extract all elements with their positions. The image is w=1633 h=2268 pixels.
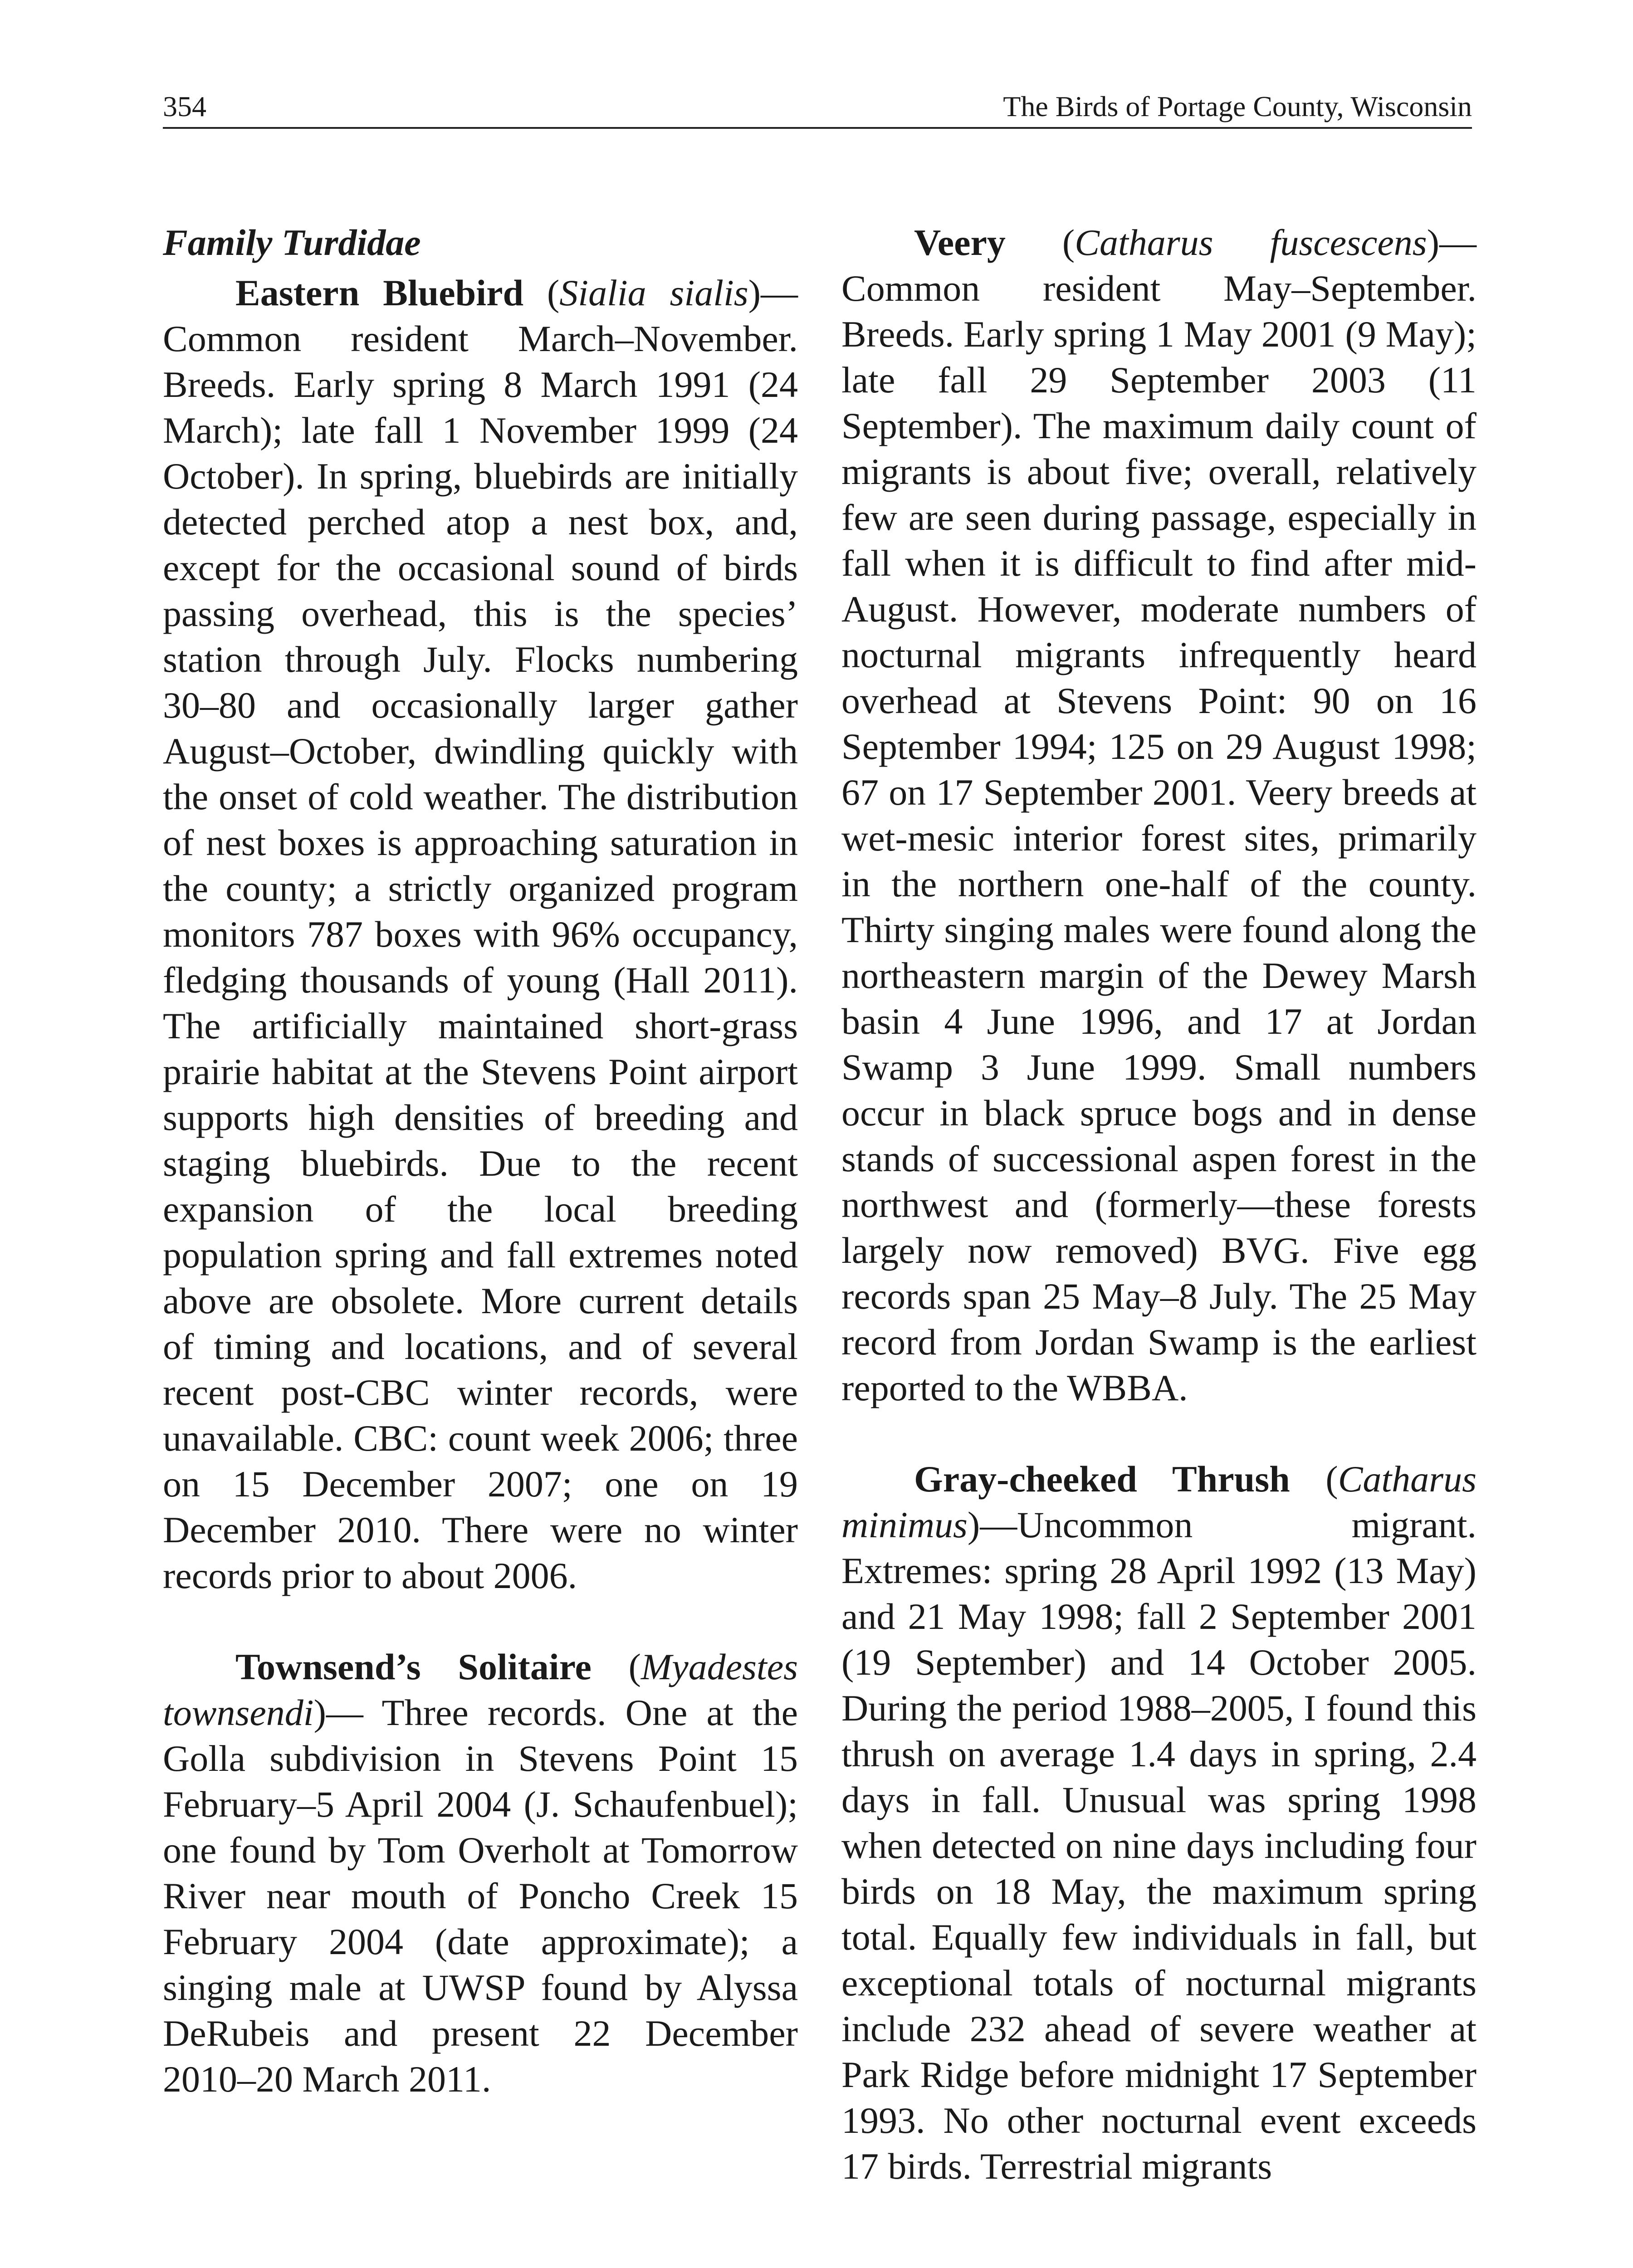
running-title: The Birds of Portage County, Wisconsin (1003, 90, 1472, 122)
species-account-text: — Common resident March–November. Breeds. Early spring 8 March 1991 (24 March); late fall 1 November 1999 (24 October). In spring, bluebirds are initially detected perched atop a nest box, and, except for the occasional sound of birds passing overhead, this is the species’ station through July. Flocks numbering 30–80 and occasionally larger gather August–October, dwindling quickly with the onset of cold weather. The distribution of nest boxes is approaching saturation in the county; a strictly organized program monitors 787 boxes with 96% occupancy, fledging thousands of young (Hall 2011). The artificially maintained short-grass prairie habitat at the Stevens Point airport supports high densities of breeding and staging bluebirds. Due to the recent expansion of the local breeding population spring and fall extremes noted above are obsolete. More current details of timing and locations, and of several recent post-CBC winter records, were unavailable. CBC: count week 2006; three on 15 December 2007; one on 19 December 2010. There were no winter records prior to about 2006. (163, 272, 798, 1596)
species-entry-townsends-solitaire (163, 1644, 798, 2102)
species-common-name: Eastern Bluebird (235, 272, 524, 313)
species-common-name: Townsend’s Solitaire (235, 1646, 592, 1687)
species-account-text: —Uncommon migrant. Extremes: spring 28 April 1992 (13 May) and 21 May 1998; fall 2 September 2001 (19 September) and 14 October 2005. During the period 1988–2005, I found this thrush on average 1.4 days in spring, 2.4 days in fall. Unusual was spring 1998 when detected on nine days including four birds on 18 May, the maximum spring total. Equally few individuals in fall, but exceptional totals of nocturnal migrants include 232 ahead of severe weather at Park Ridge before midnight 17 September 1993. No other nocturnal event exceeds 17 birds. Terrestrial migrants (841, 1504, 1477, 2187)
close-paren: ) (748, 272, 761, 313)
species-account-text: —Common resident May–September. Breeds. Early spring 1 May 2001 (9 May); late fall 29 September 2003 (11 September). The maximum daily count of migrants is about five; overall, relatively few are seen during passage, especially in fall when it is difficult to find after mid-August. However, moderate numbers of nocturnal migrants infrequently heard overhead at Stevens Point: 90 on 16 September 1994; 125 on 29 August 1998; 67 on 17 September 2001. Veery breeds at wet-mesic interior forest sites, primarily in the northern one-half of the county. Thirty singing males were found along the northeastern margin of the Dewey Marsh basin 4 June 1996, and 17 at Jordan Swamp 3 June 1999. Small numbers occur in black spruce bogs and in dense stands of successional aspen forest in the northwest and (formerly—these forests largely now removed) BVG. Five egg records span 25 May–8 July. The 25 May record from Jordan Swamp is the earliest reported to the WBBA. (841, 222, 1477, 1408)
open-paren: ( (1290, 1458, 1338, 1500)
species-scientific-name: Catharus fuscescens (1075, 222, 1427, 263)
page-number: 354 (163, 90, 206, 122)
species-common-name: Veery (914, 222, 1006, 263)
species-scientific-name: Myadestes townsendi (163, 1646, 798, 1733)
open-paren: ( (523, 272, 560, 313)
open-paren: ( (1005, 222, 1075, 263)
species-account-text: — Three records. One at the Golla subdivision in Stevens Point 15 February–5 April 2004 (J. Schaufenbuel); one found by Tom Overholt at Tomorrow River near mouth of Poncho Creek 15 February 2004 (date approximate); a singing male at UWSP found by Alyssa DeRubeis and present 22 December 2010–20 March 2011. (163, 1692, 798, 2100)
family-heading: Family Turdidae (163, 222, 421, 263)
close-paren: ) (967, 1504, 980, 1545)
species-entry-veery (841, 220, 1477, 1411)
species-entry-gray-cheeked-thrush (841, 1456, 1477, 2189)
page-header (163, 86, 1472, 129)
close-paren: ) (1427, 222, 1439, 263)
species-common-name: Gray-cheeked Thrush (914, 1458, 1290, 1500)
open-paren: ( (591, 1646, 641, 1687)
species-entry-eastern-bluebird (163, 270, 798, 1598)
left-column (163, 220, 798, 2102)
close-paren: ) (313, 1692, 326, 1733)
species-scientific-name: Catharus minimus (841, 1458, 1477, 1545)
right-column (841, 220, 1477, 2189)
species-scientific-name: Sialia sialis (559, 272, 748, 313)
